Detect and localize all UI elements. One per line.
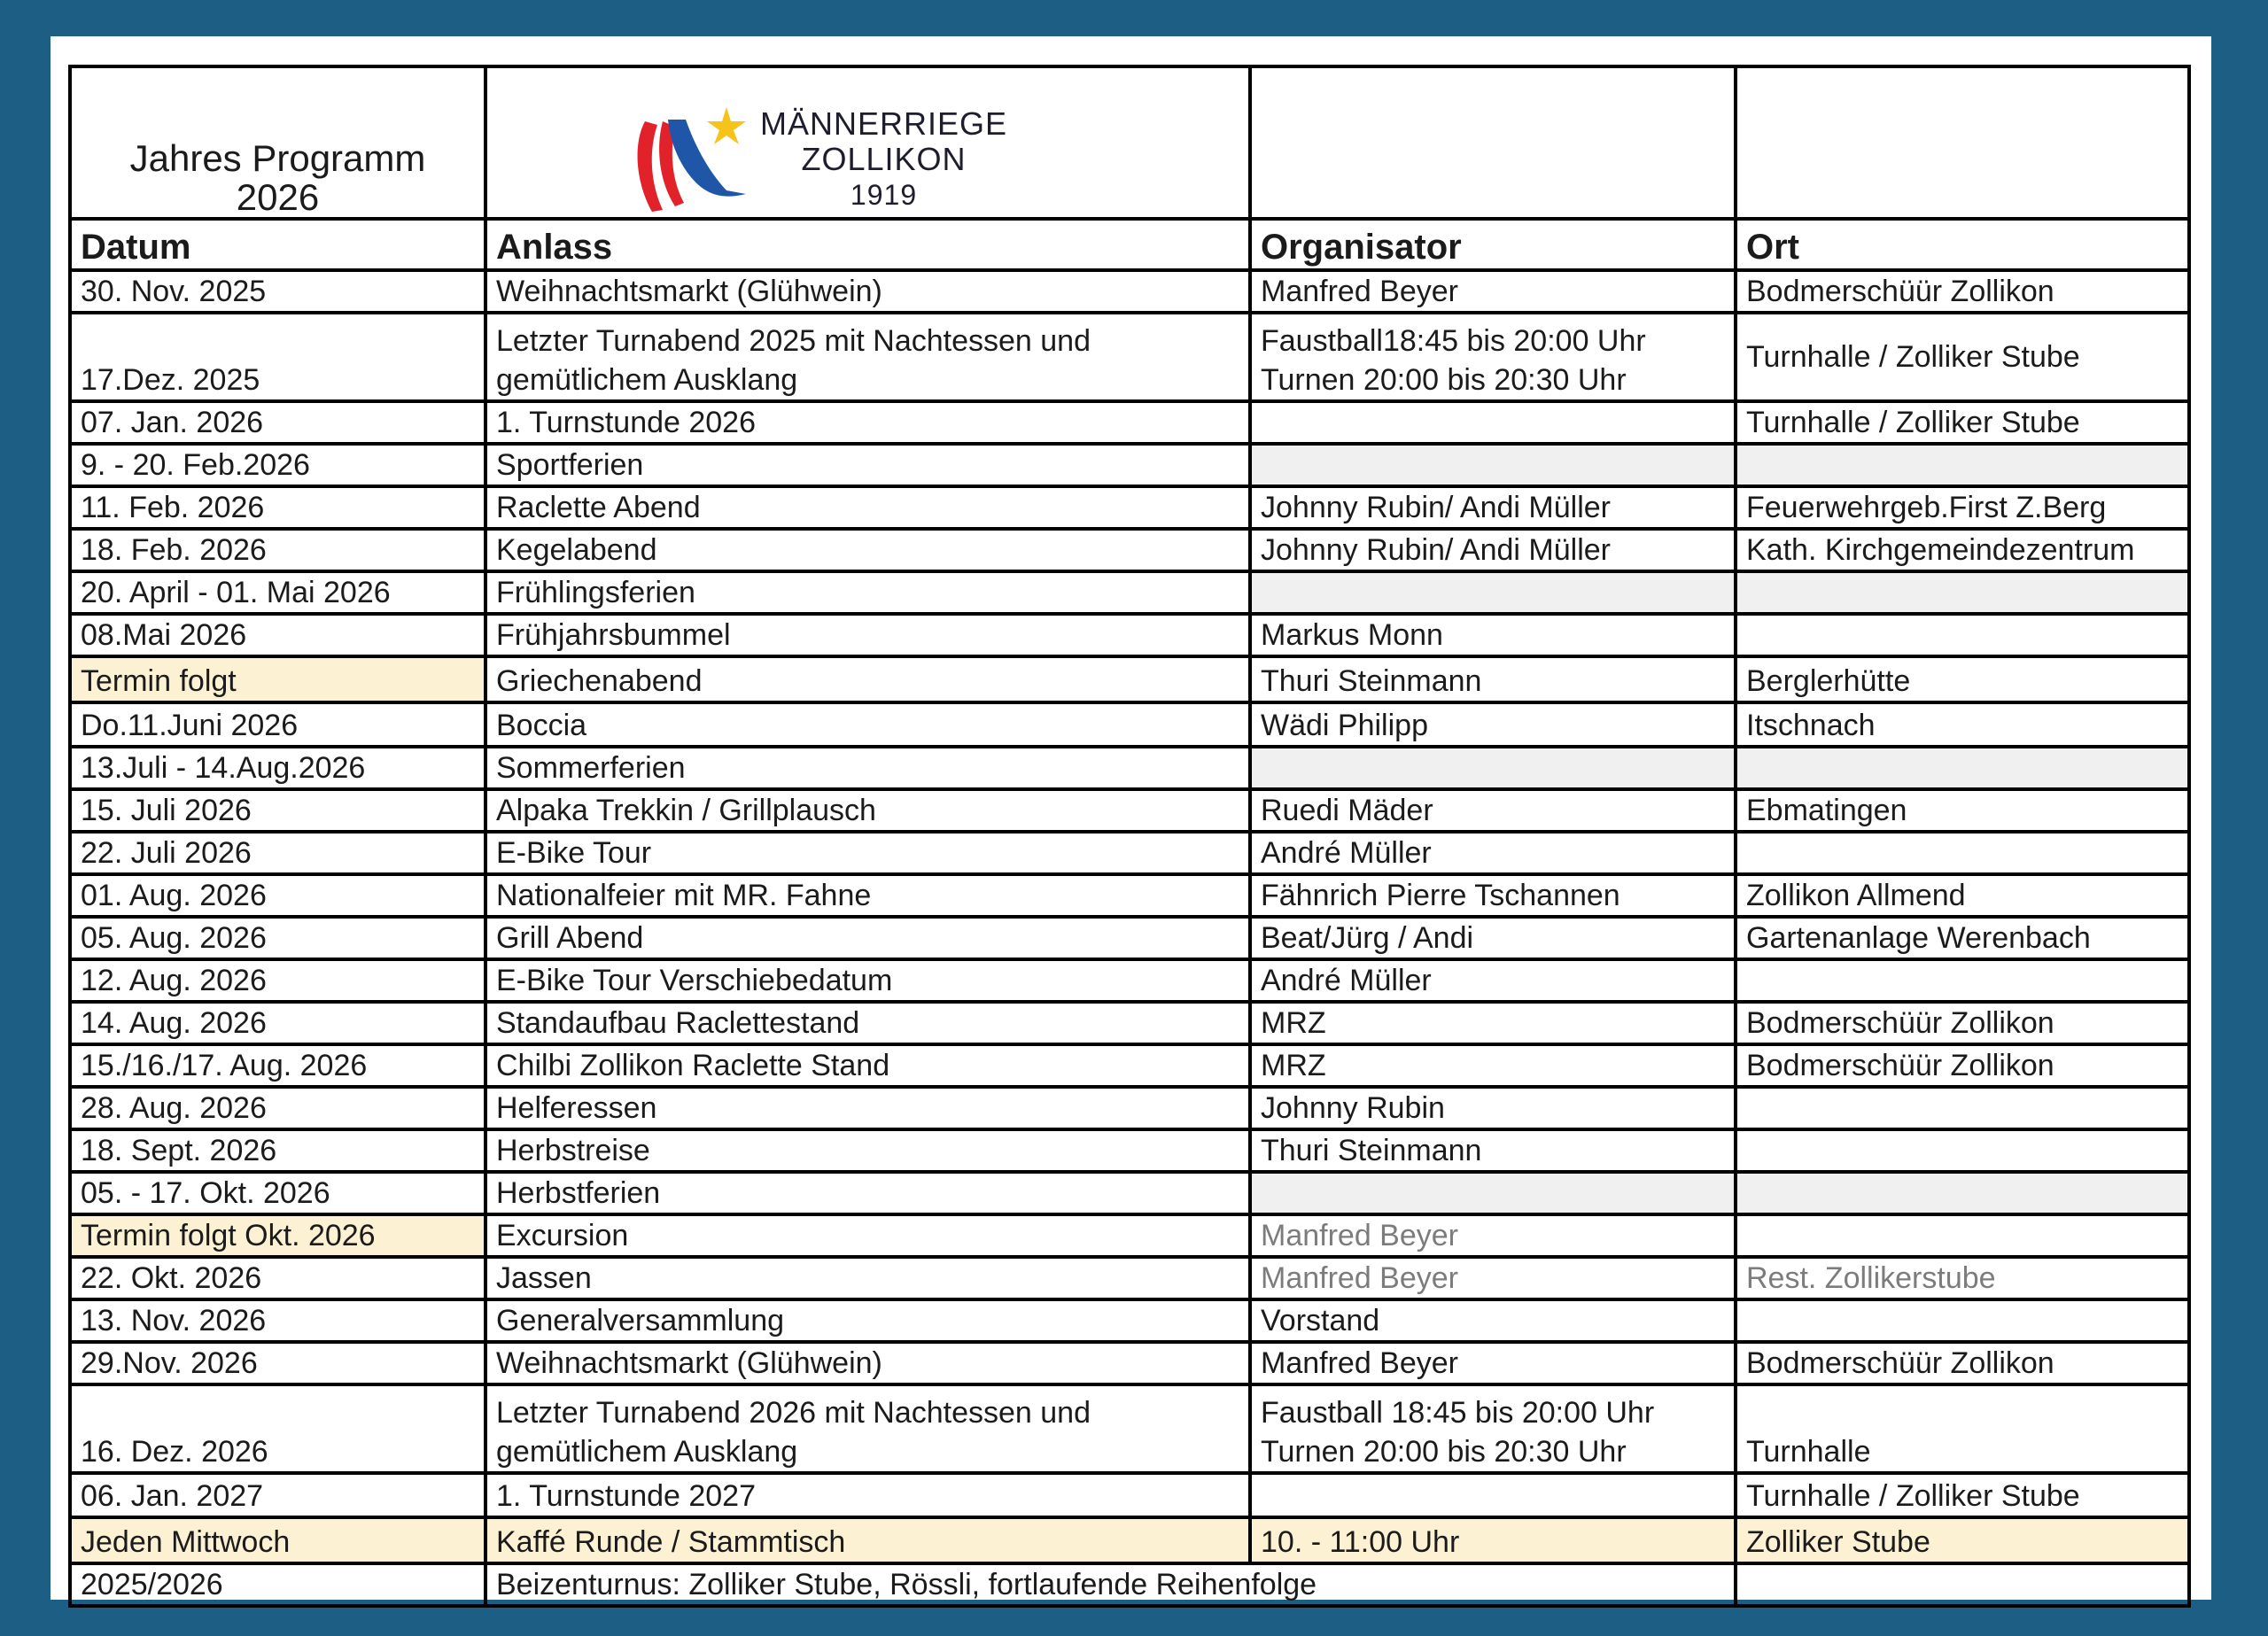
cell-event: Kaffé Runde / Stammtisch xyxy=(485,1517,1250,1563)
table-row xyxy=(70,1214,2189,1257)
col-header-date: Datum xyxy=(70,219,485,270)
table-row xyxy=(70,1473,2189,1517)
cell-location xyxy=(1736,571,2189,614)
table-row xyxy=(70,1299,2189,1342)
title-row xyxy=(70,66,2189,219)
cell-location xyxy=(1736,1299,2189,1342)
cell-date: 15. Juli 2026 xyxy=(70,789,485,832)
header-blank-3 xyxy=(1250,66,1736,219)
cell-location xyxy=(1736,444,2189,486)
organizer-line2: Turnen 20:00 bis 20:30 Uhr xyxy=(1261,363,1627,397)
cell-date: 05. - 17. Okt. 2026 xyxy=(70,1172,485,1214)
cell-organizer: Thuri Steinmann xyxy=(1250,656,1736,702)
cell-event: Helferessen xyxy=(485,1087,1250,1129)
table-row xyxy=(70,747,2189,789)
cell-location: Zollikon Allmend xyxy=(1736,874,2189,917)
cell-location: Turnhalle / Zolliker Stube xyxy=(1736,313,2189,401)
table-row xyxy=(70,614,2189,656)
cell-location: Bodmerschüür Zollikon xyxy=(1736,270,2189,313)
cell-organizer: Manfred Beyer xyxy=(1250,270,1736,313)
cell-date: 18. Feb. 2026 xyxy=(70,529,485,571)
cell-organizer: MRZ xyxy=(1250,1044,1736,1087)
cell-event: Standaufbau Raclettestand xyxy=(485,1002,1250,1044)
table-row xyxy=(70,486,2189,529)
cell-location xyxy=(1736,1214,2189,1257)
cell-location xyxy=(1736,1129,2189,1172)
cell-date: 29.Nov. 2026 xyxy=(70,1342,485,1384)
logo-text xyxy=(760,106,1007,213)
cell-location xyxy=(1736,1087,2189,1129)
event-line2: gemütlichem Ausklang xyxy=(496,363,798,397)
cell-date: 9. - 20. Feb.2026 xyxy=(70,444,485,486)
table-row xyxy=(70,571,2189,614)
cell-event: Boccia xyxy=(485,702,1250,747)
cell-event: Alpaka Trekkin / Grillplausch xyxy=(485,789,1250,832)
cell-date: 11. Feb. 2026 xyxy=(70,486,485,529)
cell-date: 30. Nov. 2025 xyxy=(70,270,485,313)
cell-location: Turnhalle xyxy=(1736,1384,2189,1473)
cell-date: 16. Dez. 2026 xyxy=(70,1384,485,1473)
cell-date: 18. Sept. 2026 xyxy=(70,1129,485,1172)
cell-organizer: Vorstand xyxy=(1250,1299,1736,1342)
program-table xyxy=(68,65,2191,1608)
table-row xyxy=(70,1563,2189,1606)
logo-cell xyxy=(485,66,1250,219)
header-blank-4 xyxy=(1736,66,2189,219)
table-row xyxy=(70,832,2189,874)
cell-organizer xyxy=(1250,1384,1736,1473)
cell-organizer: Ruedi Mäder xyxy=(1250,789,1736,832)
logo-year: 1919 xyxy=(850,179,918,211)
column-header-row xyxy=(70,219,2189,270)
cell-location: Rest. Zollikerstube xyxy=(1736,1257,2189,1299)
cell-event: Weihnachtsmarkt (Glühwein) xyxy=(485,270,1250,313)
cell-organizer: Manfred Beyer xyxy=(1250,1342,1736,1384)
cell-organizer: Fähnrich Pierre Tschannen xyxy=(1250,874,1736,917)
cell-event: Raclette Abend xyxy=(485,486,1250,529)
cell-location xyxy=(1736,959,2189,1002)
cell-event: E-Bike Tour Verschiebedatum xyxy=(485,959,1250,1002)
cell-event: Jassen xyxy=(485,1257,1250,1299)
cell-organizer: André Müller xyxy=(1250,959,1736,1002)
cell-event: Weihnachtsmarkt (Glühwein) xyxy=(485,1342,1250,1384)
cell-organizer: Markus Monn xyxy=(1250,614,1736,656)
col-header-event: Anlass xyxy=(485,219,1250,270)
cell-event: Herbstferien xyxy=(485,1172,1250,1214)
cell-event: Sommerferien xyxy=(485,747,1250,789)
cell-event: Griechenabend xyxy=(485,656,1250,702)
cell-organizer xyxy=(1250,747,1736,789)
table-row xyxy=(70,1257,2189,1299)
cell-location: Itschnach xyxy=(1736,702,2189,747)
cell-date: 13. Nov. 2026 xyxy=(70,1299,485,1342)
cell-organizer: Johnny Rubin/ Andi Müller xyxy=(1250,529,1736,571)
cell-event: Beizenturnus: Zolliker Stube, Rössli, fortlaufende Reihenfolge xyxy=(485,1563,1736,1606)
cell-organizer: 10. - 11:00 Uhr xyxy=(1250,1517,1736,1563)
cell-event: Frühlingsferien xyxy=(485,571,1250,614)
col-header-location: Ort xyxy=(1736,219,2189,270)
club-emblem-icon xyxy=(629,102,753,217)
cell-organizer: Beat/Jürg / Andi xyxy=(1250,917,1736,959)
cell-date: 2025/2026 xyxy=(70,1563,485,1606)
cell-location xyxy=(1736,832,2189,874)
cell-date: 17.Dez. 2025 xyxy=(70,313,485,401)
cell-organizer: MRZ xyxy=(1250,1002,1736,1044)
program-sheet xyxy=(50,36,2211,1600)
table-row xyxy=(70,1517,2189,1563)
table-row xyxy=(70,917,2189,959)
cell-event xyxy=(485,313,1250,401)
cell-location: Bodmerschüür Zollikon xyxy=(1736,1044,2189,1087)
cell-event: Herbstreise xyxy=(485,1129,1250,1172)
cell-date: 14. Aug. 2026 xyxy=(70,1002,485,1044)
cell-date: 20. April - 01. Mai 2026 xyxy=(70,571,485,614)
table-row xyxy=(70,959,2189,1002)
cell-location: Gartenanlage Werenbach xyxy=(1736,917,2189,959)
cell-date: 06. Jan. 2027 xyxy=(70,1473,485,1517)
cell-location: Feuerwehrgeb.First Z.Berg xyxy=(1736,486,2189,529)
table-row xyxy=(70,444,2189,486)
cell-location xyxy=(1736,1563,2189,1606)
table-row xyxy=(70,656,2189,702)
title-line1: Jahres Programm xyxy=(129,137,426,179)
logo-town: ZOLLIKON xyxy=(801,141,967,177)
cell-event: Nationalfeier mit MR. Fahne xyxy=(485,874,1250,917)
event-line1: Letzter Turnabend 2026 mit Nachtessen und xyxy=(496,1396,1091,1430)
table-row xyxy=(70,270,2189,313)
cell-organizer: Manfred Beyer xyxy=(1250,1214,1736,1257)
organizer-line1: Faustball 18:45 bis 20:00 Uhr xyxy=(1261,1396,1655,1430)
cell-location xyxy=(1736,747,2189,789)
table-row xyxy=(70,1342,2189,1384)
cell-organizer xyxy=(1250,1172,1736,1214)
cell-date: 12. Aug. 2026 xyxy=(70,959,485,1002)
cell-event: Frühjahrsbummel xyxy=(485,614,1250,656)
cell-organizer: Johnny Rubin/ Andi Müller xyxy=(1250,486,1736,529)
table-row xyxy=(70,1002,2189,1044)
table-row xyxy=(70,789,2189,832)
organizer-line2: Turnen 20:00 bis 20:30 Uhr xyxy=(1261,1435,1627,1469)
cell-organizer: Thuri Steinmann xyxy=(1250,1129,1736,1172)
cell-location: Bodmerschüür Zollikon xyxy=(1736,1002,2189,1044)
cell-date: Jeden Mittwoch xyxy=(70,1517,485,1563)
cell-location: Kath. Kirchgemeindezentrum xyxy=(1736,529,2189,571)
table-row xyxy=(70,702,2189,747)
table-row xyxy=(70,1044,2189,1087)
cell-event: E-Bike Tour xyxy=(485,832,1250,874)
table-row xyxy=(70,401,2189,444)
cell-location: Turnhalle / Zolliker Stube xyxy=(1736,1473,2189,1517)
cell-date: 22. Okt. 2026 xyxy=(70,1257,485,1299)
table-row xyxy=(70,1384,2189,1473)
cell-event: Excursion xyxy=(485,1214,1250,1257)
cell-date: Termin folgt Okt. 2026 xyxy=(70,1214,485,1257)
cell-location: Ebmatingen xyxy=(1736,789,2189,832)
cell-location: Bodmerschüür Zollikon xyxy=(1736,1342,2189,1384)
title-cell xyxy=(70,66,485,219)
cell-date: 15./16./17. Aug. 2026 xyxy=(70,1044,485,1087)
cell-event: Grill Abend xyxy=(485,917,1250,959)
cell-organizer: Johnny Rubin xyxy=(1250,1087,1736,1129)
cell-event: 1. Turnstunde 2026 xyxy=(485,401,1250,444)
cell-event: Sportferien xyxy=(485,444,1250,486)
cell-location: Zolliker Stube xyxy=(1736,1517,2189,1563)
table-row xyxy=(70,1087,2189,1129)
cell-location: Berglerhütte xyxy=(1736,656,2189,702)
event-line2: gemütlichem Ausklang xyxy=(496,1435,798,1469)
cell-date: 01. Aug. 2026 xyxy=(70,874,485,917)
cell-event: 1. Turnstunde 2027 xyxy=(485,1473,1250,1517)
organizer-line1: Faustball18:45 bis 20:00 Uhr xyxy=(1261,324,1646,358)
cell-location xyxy=(1736,1172,2189,1214)
logo-name: MÄNNERRIEGE xyxy=(760,105,1008,142)
cell-event: Generalversammlung xyxy=(485,1299,1250,1342)
cell-date: 07. Jan. 2026 xyxy=(70,401,485,444)
table-row xyxy=(70,1129,2189,1172)
cell-event: Chilbi Zollikon Raclette Stand xyxy=(485,1044,1250,1087)
table-row xyxy=(70,529,2189,571)
cell-date: 28. Aug. 2026 xyxy=(70,1087,485,1129)
cell-organizer: André Müller xyxy=(1250,832,1736,874)
club-logo xyxy=(629,102,1239,217)
cell-date: 05. Aug. 2026 xyxy=(70,917,485,959)
cell-date: 08.Mai 2026 xyxy=(70,614,485,656)
cell-date: Termin folgt xyxy=(70,656,485,702)
cell-location: Turnhalle / Zolliker Stube xyxy=(1736,401,2189,444)
cell-organizer xyxy=(1250,1473,1736,1517)
cell-organizer xyxy=(1250,571,1736,614)
cell-event xyxy=(485,1384,1250,1473)
cell-organizer xyxy=(1250,444,1736,486)
table-row xyxy=(70,1172,2189,1214)
cell-organizer xyxy=(1250,313,1736,401)
cell-event: Kegelabend xyxy=(485,529,1250,571)
table-row xyxy=(70,874,2189,917)
cell-date: 13.Juli - 14.Aug.2026 xyxy=(70,747,485,789)
cell-organizer xyxy=(1250,401,1736,444)
title-year: 2026 xyxy=(236,176,320,218)
table-row xyxy=(70,313,2189,401)
cell-date: 22. Juli 2026 xyxy=(70,832,485,874)
cell-date: Do.11.Juni 2026 xyxy=(70,702,485,747)
cell-organizer: Wädi Philipp xyxy=(1250,702,1736,747)
cell-location xyxy=(1736,614,2189,656)
cell-organizer: Manfred Beyer xyxy=(1250,1257,1736,1299)
event-line1: Letzter Turnabend 2025 mit Nachtessen und xyxy=(496,324,1091,358)
col-header-organizer: Organisator xyxy=(1250,219,1736,270)
